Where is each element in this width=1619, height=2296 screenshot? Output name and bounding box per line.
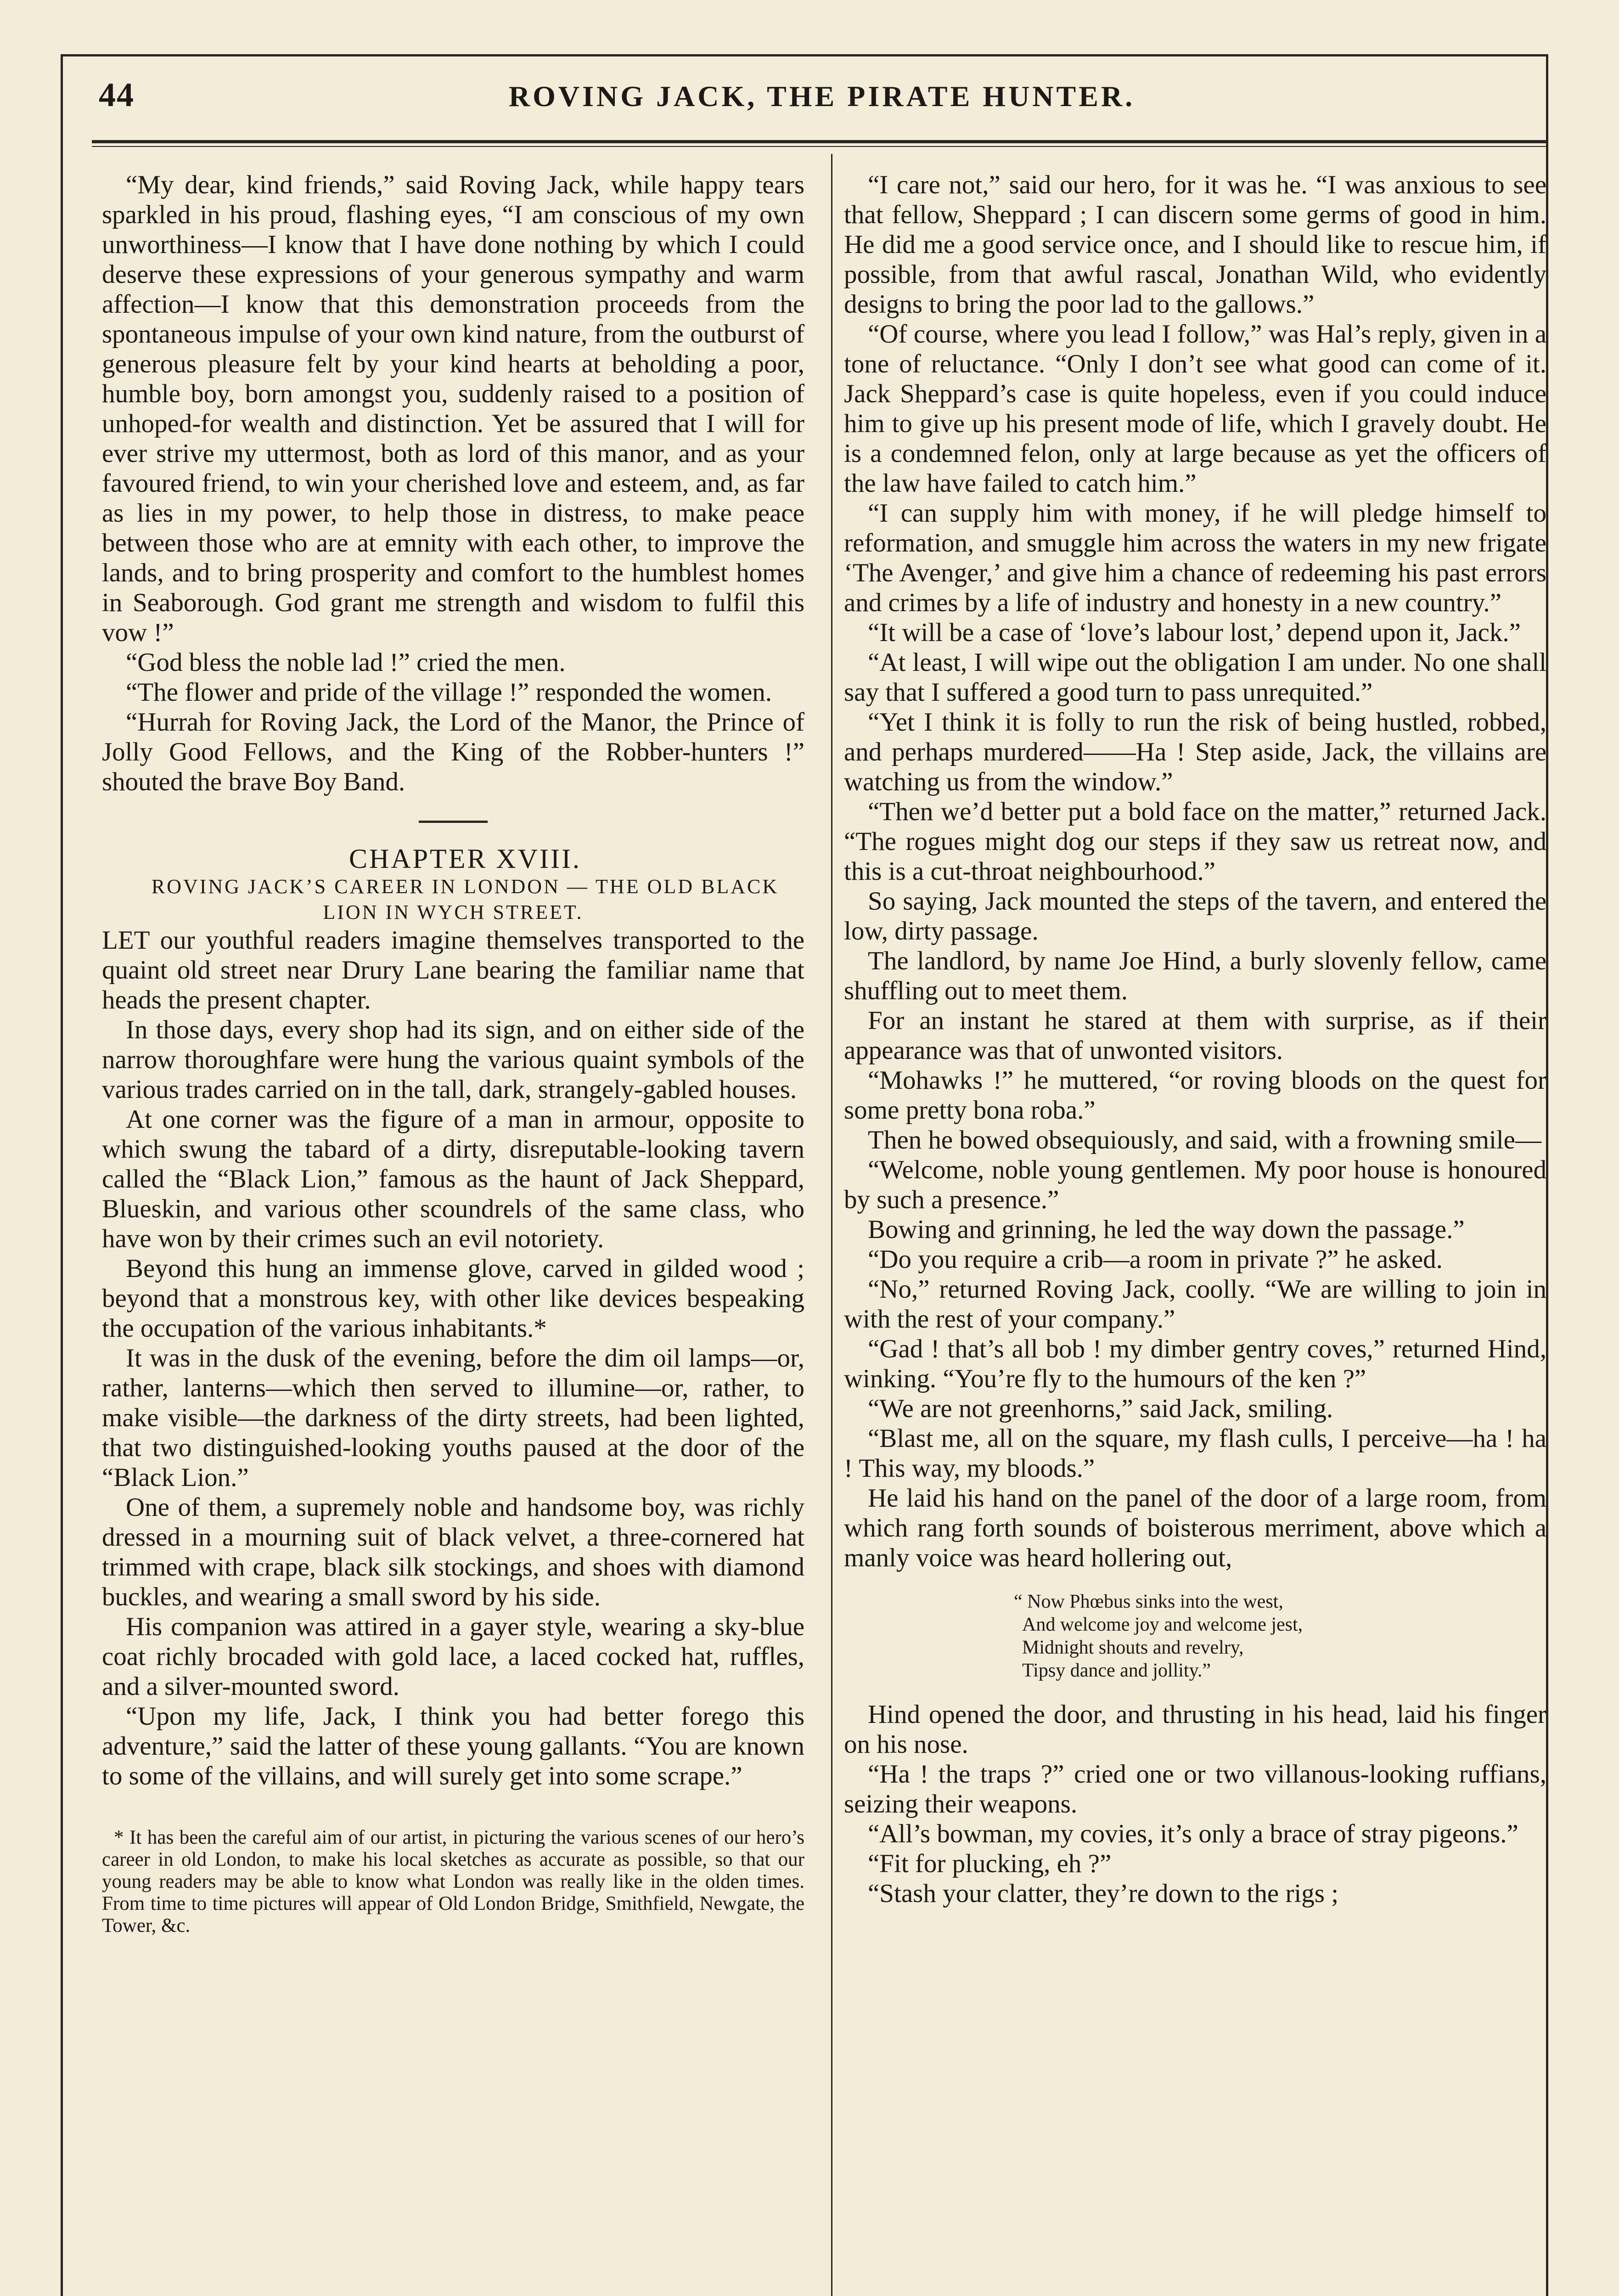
paragraph: At one corner was the figure of a man in armour, opposite to which swung the tabard of a dirty, disreputable-looking tavern called the “Black Lion,” famous as the haunt of Jack Sheppard, Blueskin, and various other scoundrels of the same class, who have won by their crimes such an evil notoriety. [102,1105,804,1253]
paragraph: “Welcome, noble young gentlemen. My poor house is honoured by such a presence.” [844,1155,1546,1214]
paragraph: “Yet I think it is folly to run the risk of being hustled, robbed, and perhaps murdered——Ha ! Step aside, Jack, the villains are watching us from the window.” [844,708,1546,796]
paragraph: In those days, every shop had its sign, and on either side of the narrow thoroughfare were hung the various quaint symbols of the various trades carried on in the tall, dark, strangely-gabled houses. [102,1015,804,1104]
paragraph: Then he bowed obsequiously, and said, with a frowning smile— [868,1125,1541,1154]
verse-line: “ Now Phœbus sinks into the west, [1014,1591,1283,1612]
paragraph: “My dear, kind friends,” said Roving Jack, while happy tears sparkled in his proud, flashing eyes, “I am conscious of my own unworthiness—I know that I have done nothing by which I could deserve these expressions of your generous sympathy and warm affection—I know that this demonstration proceeds from the spontaneous impulse of your own kind nature, from the outburst of generous pleasure felt by your kind hearts at beholding a poor, humble boy, born amongst you, suddenly raised to a position of unhoped-for wealth and distinction. Yet be assured that I will for ever strive my uttermost, both as lord of this manor, and as your favoured friend, to win your cherished love and esteem, and, as far as lies in my power, to help those in distress, to make peace between those who are at emnity with each other, to improve the lands, and to bring prosperity and comfort to the humblest homes in Seaborough. God grant me strength and wisdom to fulfil this vow !” [102,170,804,647]
chapter-separator-rule [419,821,488,823]
paragraph: For an instant he stared at them with surprise, as if their appearance was that of unwonted visitors. [844,1006,1546,1065]
paragraph: “Mohawks !” he muttered, “or roving bloods on the quest for some pretty bona roba.” [844,1066,1546,1125]
paragraph: One of them, a supremely noble and handsome boy, was richly dressed in a mourning suit of black velvet, a three-cornered hat trimmed with crape, black silk stockings, and shoes with diamond buckles, and wearing a small sword by his side. [102,1493,804,1611]
paragraph: “We are not greenhorns,” said Jack, smiling. [868,1394,1333,1423]
paragraph: Bowing and grinning, he led the way down the passage.” [868,1215,1465,1244]
paragraph: “I can supply him with money, if he will pledge himself to reformation, and smuggle him across the waters in my new frigate ‘The Avenger,’ and give him a chance of redeeming his past errors and crimes by a life of industry and honesty in a new country.” [844,499,1546,617]
column-divider [831,154,832,2296]
footnote [102,1827,804,1937]
footnote-text: * It has been the careful aim of our artist, in picturing the various scenes of our hero’s career in old London, to make his local sketches as accurate as possible, so that our young readers may be able to know what London was really like in the olden times. From time to time pictures will appear of Old London Bridge, Smithfield, Newgate, the Tower, &c. [102,1827,804,1936]
page-header [99,76,1545,131]
paragraph: “Of course, where you lead I follow,” was Hal’s reply, given in a tone of reluctance. “Only I don’t see what good can come of it. Jack Sheppard’s case is quite hopeless, even if you could induce him to give up his present mode of life, which I gravely doubt. He is a condemned felon, only at large because as yet the officers of the law have failed to catch him.” [844,320,1546,498]
paragraph: So saying, Jack mounted the steps of the tavern, and entered the low, dirty passage. [844,887,1546,945]
verse-block [1014,1590,1546,1682]
paragraph: He laid his hand on the panel of the door of a large room, from which rang forth sounds of boisterous merriment, above which a manly voice was heard hollering out, [844,1484,1546,1572]
paragraph: “Stash your clatter, they’re down to the rigs ; [868,1879,1339,1908]
paragraph: “Gad ! that’s all bob ! my dimber gentry coves,” returned Hind, winking. “You’re fly to the humours of the ken ?” [844,1334,1546,1393]
paragraph: His companion was attired in a gayer style, wearing a sky-blue coat richly brocaded with gold lace, a laced cocked hat, ruffles, and a silver-mounted sword. [102,1612,804,1701]
page-number: 44 [99,76,135,114]
paragraph: “No,” returned Roving Jack, coolly. “We are willing to join in with the rest of your company.” [844,1275,1546,1334]
running-title: ROVING JACK, THE PIRATE HUNTER. [508,80,1136,113]
header-rule-thin [92,146,1547,147]
paragraph: “Hurrah for Roving Jack, the Lord of the Manor, the Prince of Jolly Good Fellows, and the King of the Robber-hunters !” shouted the brave Boy Band. [102,708,804,796]
paragraph: Beyond this hung an immense glove, carved in gilded wood ; beyond that a monstrous key, with other like devices bespeaking the occupation of the various inhabitants.* [102,1254,804,1343]
paragraph: LET our youthful readers imagine themselves transported to the quaint old street near Drury Lane bearing the familiar name that heads the present chapter. [102,926,804,1014]
right-column [844,170,1546,1908]
paragraph: “I care not,” said our hero, for it was he. “I was anxious to see that fellow, Sheppard ; I can discern some germs of good in him. He did me a good service once, and I should like to rescue him, if possible, from that awful rascal, Jonathan Wild, who evidently designs to bring the poor lad to the gallows.” [844,170,1546,319]
left-column [102,170,804,1937]
paragraph: “Then we’d better put a bold face on the matter,” returned Jack. “The rogues might dog our steps if they saw us retreat now, and this is a cut-throat neighbourhood.” [844,797,1546,886]
paragraph: The landlord, by name Joe Hind, a burly slovenly fellow, came shuffling out to meet them. [844,946,1546,1005]
paragraph: “Fit for plucking, eh ?” [868,1849,1112,1878]
verse-line: Tipsy dance and jollity.” [1022,1660,1211,1681]
paragraph: “The flower and pride of the village !” responded the women. [126,678,772,707]
paragraph: “God bless the noble lad !” cried the men. [126,648,566,677]
header-rule [92,140,1547,143]
paragraph: “It will be a case of ‘love’s labour lost,’ depend upon it, Jack.” [868,618,1521,647]
paragraph: Hind opened the door, and thrusting in his head, laid his finger on his nose. [844,1700,1546,1759]
paragraph: “Do you require a crib—a room in private ?” he asked. [868,1245,1443,1274]
paragraph: “Ha ! the traps ?” cried one or two villanous-looking ruffians, seizing their weapons. [844,1760,1546,1818]
chapter-subtitle: ROVING JACK’S CAREER IN LONDON — THE OLD BLACK LION IN WYCH STREET. [151,875,779,923]
paragraph: “All’s bowman, my covies, it’s only a brace of stray pigeons.” [868,1819,1518,1848]
paragraph: It was in the dusk of the evening, before the dim oil lamps—or, rather, lanterns—which then served to illumine—or, rather, to make visible—the darkness of the dirty streets, had been lighted, that two distinguished-looking youths paused at the door of the “Black Lion.” [102,1344,804,1492]
paragraph: “At least, I will wipe out the obligation I am under. No one shall say that I suffered a good turn to pass unrequited.” [844,648,1546,707]
paragraph: “Blast me, all on the square, my flash culls, I perceive—ha ! ha ! This way, my bloods.” [844,1424,1546,1483]
verse-line: Midnight shouts and revelry, [1022,1637,1244,1658]
chapter-heading: CHAPTER XVIII. [349,844,581,874]
paragraph: “Upon my life, Jack, I think you had better forego this adventure,” said the latter of these young gallants. “You are known to some of the villains, and will surely get into some scrape.” [102,1702,804,1790]
verse-line: And welcome joy and welcome jest, [1022,1614,1303,1635]
